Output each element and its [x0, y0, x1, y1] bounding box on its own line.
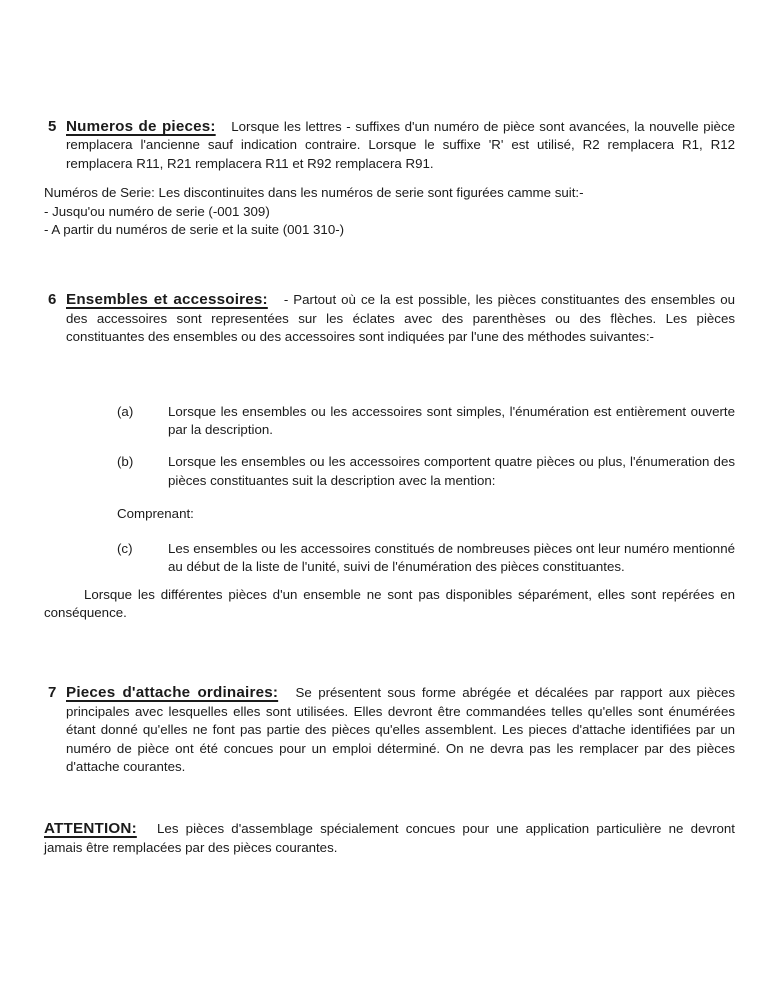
- section-6-item-b: [117, 453, 735, 490]
- section-7-number: 7: [48, 684, 57, 702]
- attention-body: Les pièces d'assemblage spécialement concues pour une application particulière ne devront jamais être remplacées par des pièces courantes.: [44, 821, 735, 855]
- item-c-label: (c): [117, 540, 133, 556]
- section-6: [44, 291, 735, 346]
- section-5-heading: Numeros de pieces:: [66, 118, 216, 135]
- section-6-number: 6: [48, 291, 57, 309]
- item-b-text: Lorsque les ensembles ou les accessoires comportent quatre pièces ou plus, l'énumeration des pièces constituantes suit la description avec la mention:: [168, 454, 735, 488]
- section-7: [44, 684, 735, 776]
- attention-note: [44, 820, 735, 857]
- section-6-closing-paragraph: Lorsque les différentes pièces d'un ensemble ne sont pas disponibles séparément, elles sont repérées en conséquence.: [44, 586, 735, 620]
- section-6-item-a: [117, 403, 735, 440]
- section-5-body: Lorsque les lettres - suffixes d'un numéro de pièce sont avancées, la nouvelle pièce remplacera l'ancienne sauf indication contraire. Lorsque le suffixe 'R' est utilisé, R2 remplacera R1, R12 remplacera R11, R21 remplacera R11 et R92 remplacera R91.: [66, 119, 735, 171]
- item-b-label: (b): [117, 454, 134, 470]
- section-6-item-c: [117, 540, 735, 577]
- section-5-number: 5: [48, 118, 57, 135]
- section-7-heading: Pieces d'attache ordinaires:: [66, 684, 279, 702]
- serial-item-1: - Jusqu'ou numéro de serie (-001 309): [44, 203, 270, 219]
- section-6-body: - Partout où ce la est possible, les pièces constituantes des ensembles ou des accessoires sont representées sur les éclates avec des parenthèses ou des flèches. Les pièces constituantes des ensembles ou des accessoires sont indiquées par l'une des méthodes suivantes:-: [66, 292, 735, 345]
- serial-item-2: - A partir du numéros de serie et la suite (001 310-): [44, 222, 345, 238]
- item-c-text: Les ensembles ou les accessoires constitués de nombreuses pièces ont leur numéro mentionné au début de la liste de l'unité, suivi de l'énumération des pièces constituantes.: [168, 540, 735, 575]
- serial-intro: Numéros de Serie: Les discontinuites dans les numéros de serie sont figurées camme suit:-: [44, 185, 584, 201]
- section-5: [44, 118, 735, 173]
- attention-label: ATTENTION:: [44, 820, 137, 838]
- item-a-label: (a): [117, 403, 134, 419]
- comprenant-label: Comprenant:: [117, 506, 194, 522]
- serial-numbers-block: [44, 184, 735, 239]
- section-6-heading: Ensembles et accessoires:: [66, 291, 268, 309]
- section-7-body: Se présentent sous forme abrégée et décalées par rapport aux pièces principales avec lesquelles elles sont utilisées. Elles devront être commandées telles qu'elles sont énumérées étant donné qu'elles ne font pas partie des pièces qu'elles assemblent. Les pieces d'attache identifiées par un numéro de pièce ont été concues pour un emploi déterminé. On ne devra pas les remplacer par des pièces d'attache courantes.: [66, 685, 735, 774]
- item-a-text: Lorsque les ensembles ou les accessoires sont simples, l'énumération est entièrement ouverte par la description.: [168, 403, 735, 438]
